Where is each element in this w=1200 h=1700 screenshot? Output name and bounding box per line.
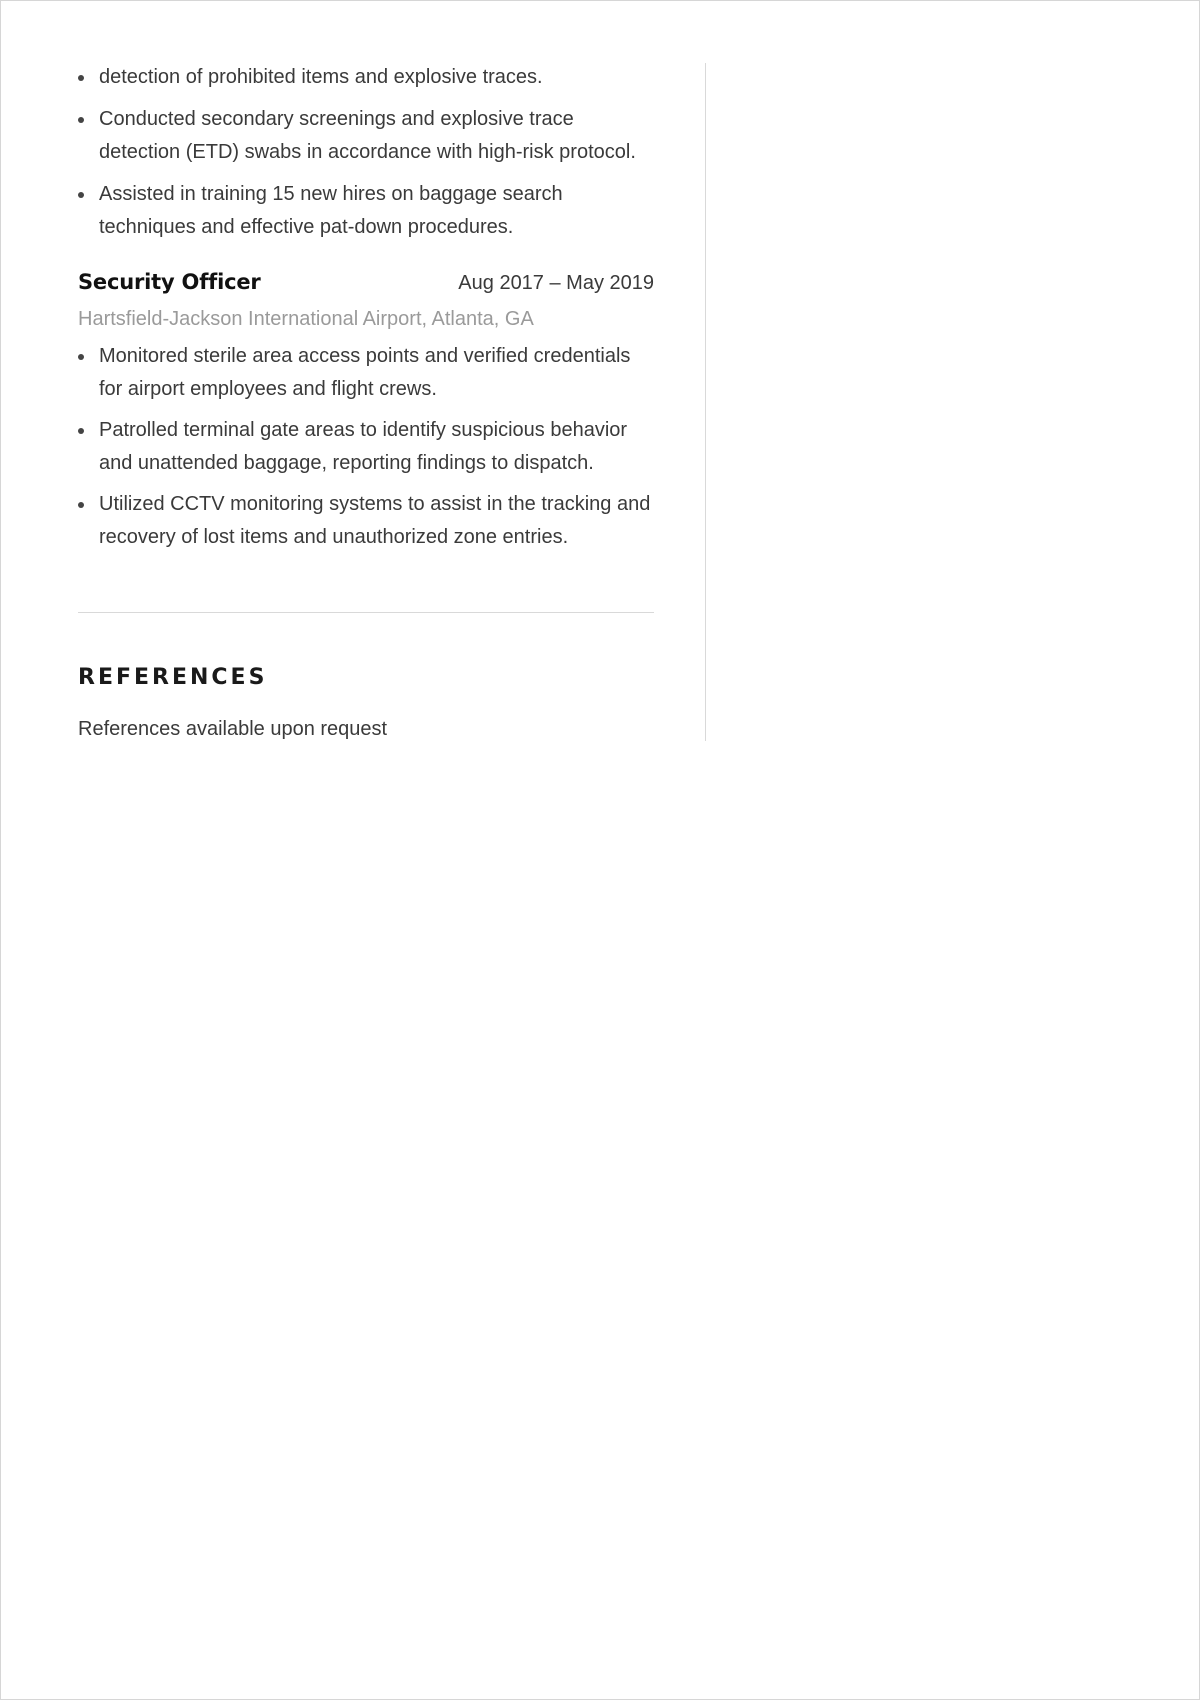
- list-item: [78, 61, 654, 94]
- bullet-text: Conducted secondary screenings and explosive trace detection (ETD) swabs in accordance with high-risk protocol.: [99, 108, 636, 163]
- bullet-dot: [78, 502, 84, 508]
- bullet-dot: [78, 428, 84, 434]
- previous-job-bullets: [78, 61, 654, 244]
- list-item: [78, 103, 654, 169]
- job-bullets: [78, 340, 654, 554]
- bullet-text: Assisted in training 15 new hires on baggage search techniques and effective pat-down procedures.: [99, 183, 563, 238]
- section-divider: [78, 612, 654, 613]
- bullet-dot: [78, 192, 84, 198]
- list-item: [78, 340, 654, 406]
- bullet-text: Patrolled terminal gate areas to identify suspicious behavior and unattended baggage, reporting findings to dispatch.: [99, 419, 628, 474]
- list-item: [78, 414, 654, 480]
- job-header: [78, 270, 654, 304]
- bullet-dot: [78, 75, 84, 81]
- list-item: [78, 178, 654, 244]
- job-entry: [78, 270, 654, 554]
- bullet-text: Utilized CCTV monitoring systems to assist in the tracking and recovery of lost items and unauthorized zone entries.: [99, 493, 651, 548]
- job-title: Security Officer: [78, 270, 261, 294]
- bullet-text: Monitored sterile area access points and verified credentials for airport employees and flight crews.: [99, 345, 631, 400]
- list-item: [78, 488, 654, 554]
- bullet-dot: [78, 354, 84, 360]
- references-heading: REFERENCES: [78, 665, 268, 690]
- bullet-dot: [78, 117, 84, 123]
- column-divider: [705, 63, 706, 741]
- job-dates: Aug 2017 – May 2019: [458, 272, 654, 294]
- job-company: Hartsfield-Jackson International Airport, Atlanta, GA: [78, 308, 534, 330]
- references-text: References available upon request: [78, 718, 388, 740]
- bullet-text: detection of prohibited items and explosive traces.: [99, 66, 543, 88]
- main-column: [78, 61, 654, 744]
